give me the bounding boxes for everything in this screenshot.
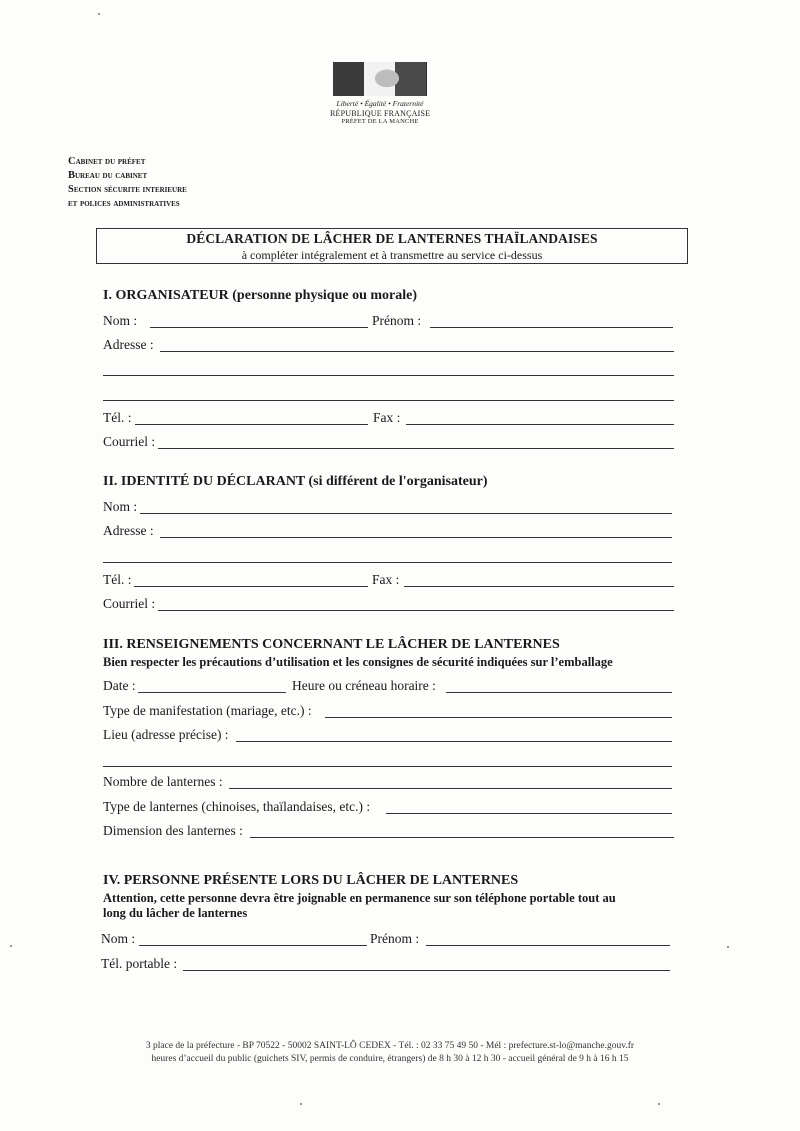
- nombre-field[interactable]: [229, 788, 672, 789]
- scan-speck: [658, 1103, 660, 1105]
- section-1-heading: I. ORGANISATEUR (personne physique ou morale): [103, 288, 417, 303]
- org-adresse-field[interactable]: [160, 351, 674, 352]
- org-adresse-label: Adresse :: [103, 337, 154, 352]
- scan-speck: [727, 946, 729, 948]
- decl-tel-label: Tél. :: [103, 572, 132, 587]
- footer-hours: heures d’accueil du public (guichets SIV, permis de conduire, étrangers) de 8 h 30 à 12 h 30 - accueil général de 9 h à 16 h 15: [151, 1054, 629, 1064]
- service-line: et polices administratives: [68, 198, 180, 209]
- present-prenom-label: Prénom :: [370, 931, 420, 946]
- date-label: Date :: [103, 678, 136, 693]
- type-manif-field[interactable]: [325, 717, 672, 718]
- org-tel-label: Tél. :: [103, 410, 132, 425]
- present-tel-label: Tél. portable :: [101, 956, 178, 971]
- scan-speck: [300, 1103, 302, 1105]
- type-lanternes-label: Type de lanternes (chinoises, thaïlandaises, etc.) :: [103, 799, 371, 814]
- dimension-field[interactable]: [250, 837, 674, 838]
- org-tel-field[interactable]: [135, 424, 368, 425]
- decl-nom-label: Nom :: [103, 499, 138, 514]
- heure-field[interactable]: [446, 692, 672, 693]
- present-tel-field[interactable]: [183, 970, 670, 971]
- decl-fax-label: Fax :: [372, 572, 400, 587]
- decl-adresse-field-2[interactable]: [103, 562, 672, 563]
- org-nom-label: Nom :: [103, 313, 138, 328]
- lieu-field-2[interactable]: [103, 766, 672, 767]
- present-nom-field[interactable]: [139, 945, 367, 946]
- lieu-label: Lieu (adresse précise) :: [103, 727, 229, 742]
- org-adresse-field-3[interactable]: [103, 400, 674, 401]
- footer-address: 3 place de la préfecture - BP 70522 - 50002 SAINT-LÔ CEDEX - Tél. : 02 33 75 49 50 - Mél : prefecture.st-lo@manche.gouv.fr: [145, 1041, 635, 1051]
- org-courriel-field[interactable]: [158, 448, 674, 449]
- service-line: Bureau du cabinet: [68, 170, 148, 181]
- marianne-emblem-icon: [333, 62, 427, 96]
- service-line: Cabinet du préfet: [68, 156, 146, 167]
- heure-label: Heure ou créneau horaire :: [292, 678, 436, 693]
- decl-courriel-label: Courriel :: [103, 596, 156, 611]
- type-manif-label: Type de manifestation (mariage, etc.) :: [103, 703, 312, 718]
- org-courriel-label: Courriel :: [103, 434, 156, 449]
- service-block: [68, 155, 187, 211]
- nombre-label: Nombre de lanternes :: [103, 774, 223, 789]
- prefect-label: PRÉFET DE LA MANCHE: [341, 118, 419, 125]
- service-line: Section sécurite interieure: [68, 184, 187, 195]
- org-fax-field[interactable]: [406, 424, 674, 425]
- present-nom-label: Nom :: [101, 931, 136, 946]
- section-4-heading: IV. PERSONNE PRÉSENTE LORS DU LÂCHER DE LANTERNES: [103, 873, 519, 888]
- marianne-logo: [330, 62, 430, 125]
- org-nom-field[interactable]: [150, 327, 368, 328]
- decl-adresse-field[interactable]: [160, 537, 672, 538]
- page-subtitle: à compléter intégralement et à transmettre au service ci-dessus: [241, 248, 543, 262]
- page-title: DÉCLARATION DE LÂCHER DE LANTERNES THAÏLANDAISES: [186, 231, 598, 246]
- scan-speck: [98, 13, 100, 15]
- date-field[interactable]: [138, 692, 286, 693]
- org-fax-label: Fax :: [373, 410, 401, 425]
- title-box: [96, 228, 688, 264]
- present-prenom-field[interactable]: [426, 945, 670, 946]
- decl-adresse-label: Adresse :: [103, 523, 154, 538]
- section-4-warning-1: Attention, cette personne devra être joignable en permanence sur son téléphone portable tout au: [103, 891, 616, 905]
- type-lanternes-field[interactable]: [386, 813, 672, 814]
- republic-label: RÉPUBLIQUE FRANÇAISE: [330, 109, 431, 118]
- section-2-heading: II. IDENTITÉ DU DÉCLARANT (si différent de l'organisateur): [103, 474, 488, 489]
- footer: [110, 1040, 670, 1066]
- section-3-heading: III. RENSEIGNEMENTS CONCERNANT LE LÂCHER DE LANTERNES: [103, 637, 560, 652]
- org-prenom-field[interactable]: [430, 327, 673, 328]
- section-4-warning-2: long du lâcher de lanternes: [103, 906, 248, 920]
- decl-courriel-field[interactable]: [158, 610, 674, 611]
- lieu-field[interactable]: [236, 741, 672, 742]
- scan-speck: [10, 945, 12, 947]
- section-3-subheading: Bien respecter les précautions d’utilisation et les consignes de sécurité indiquées sur l’emballage: [103, 655, 613, 669]
- dimension-label: Dimension des lanternes :: [103, 823, 243, 838]
- org-adresse-field-2[interactable]: [103, 375, 674, 376]
- org-prenom-label: Prénom :: [372, 313, 422, 328]
- decl-nom-field[interactable]: [140, 513, 672, 514]
- motto: Liberté • Égalité • Fraternité: [336, 99, 424, 108]
- decl-fax-field[interactable]: [404, 586, 674, 587]
- decl-tel-field[interactable]: [134, 586, 368, 587]
